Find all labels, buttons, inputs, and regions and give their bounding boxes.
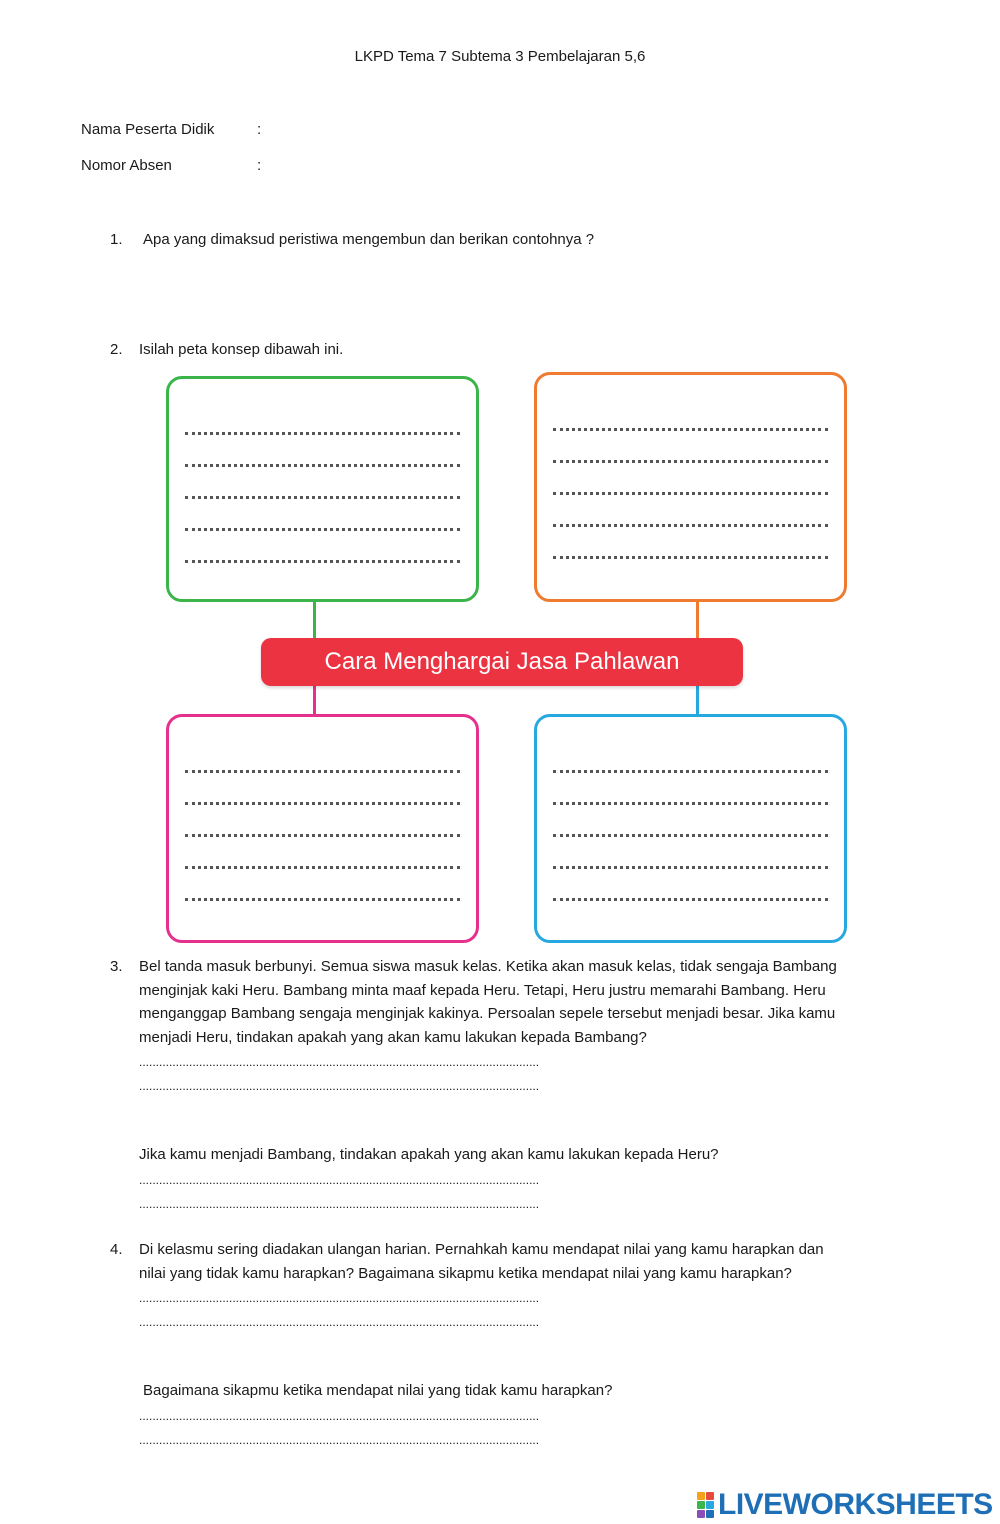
answer-line[interactable] — [553, 834, 828, 837]
answer-line[interactable] — [553, 802, 828, 805]
student-name-label: Nama Peserta Didik — [81, 121, 215, 138]
concept-box-magenta[interactable] — [166, 714, 479, 943]
answer-line[interactable] — [185, 464, 460, 467]
answer-line[interactable] — [185, 898, 460, 901]
answer-line[interactable] — [185, 770, 460, 773]
question-4-followup: Bagaimana sikapmu ketika mendapat nilai yang tidak kamu harapkan? — [143, 1382, 613, 1399]
connector-orange — [696, 600, 699, 638]
concept-box-orange[interactable] — [534, 372, 847, 602]
answer-dots[interactable]: ........................................................................................................................ — [139, 1434, 540, 1446]
answer-dots[interactable]: ........................................................................................................................ — [139, 1410, 540, 1422]
worksheet-title: LKPD Tema 7 Subtema 3 Pembelajaran 5,6 — [354, 48, 646, 65]
answer-line[interactable] — [185, 528, 460, 531]
student-number-colon: : — [257, 157, 262, 174]
liveworksheets-logo-icon — [697, 1492, 714, 1518]
question-2-text: Isilah peta konsep dibawah ini. — [139, 341, 344, 358]
question-4-number: 4. — [110, 1241, 123, 1258]
answer-line[interactable] — [553, 492, 828, 495]
question-4-line: Di kelasmu sering diadakan ulangan harian. Pernahkah kamu mendapat nilai yang kamu harapkan dan — [139, 1241, 824, 1258]
concept-box-green[interactable] — [166, 376, 479, 602]
question-1-text: Apa yang dimaksud peristiwa mengembun dan berikan contohnya ? — [143, 231, 595, 248]
liveworksheets-brand: LIVEWORKSHEETS — [718, 1488, 993, 1521]
answer-line[interactable] — [553, 556, 828, 559]
answer-dots[interactable]: ........................................................................................................................ — [139, 1316, 540, 1328]
answer-dots[interactable]: ........................................................................................................................ — [139, 1174, 540, 1186]
answer-line[interactable] — [553, 898, 828, 901]
concept-map-center-label: Cara Menghargai Jasa Pahlawan — [261, 638, 743, 686]
student-number-label: Nomor Absen — [81, 157, 172, 174]
answer-line[interactable] — [185, 496, 460, 499]
question-4-line: nilai yang tidak kamu harapkan? Bagaimana sikapmu ketika mendapat nilai yang kamu harapkan? — [139, 1265, 792, 1282]
answer-dots[interactable]: ........................................................................................................................ — [139, 1198, 540, 1210]
question-3-line: menjadi Heru, tindakan apakah yang akan kamu lakukan kepada Bambang? — [139, 1029, 647, 1046]
connector-magenta — [313, 686, 316, 716]
question-2-number: 2. — [110, 341, 123, 358]
concept-box-blue[interactable] — [534, 714, 847, 943]
answer-line[interactable] — [185, 834, 460, 837]
connector-green — [313, 600, 316, 638]
answer-dots[interactable]: ........................................................................................................................ — [139, 1292, 540, 1304]
answer-line[interactable] — [553, 770, 828, 773]
question-3-line: menganggap Bambang sengaja menginjak kakinya. Persoalan sepele tersebut menjadi besar. Jika kamu — [139, 1005, 836, 1022]
answer-line[interactable] — [185, 802, 460, 805]
question-1-number: 1. — [110, 231, 123, 248]
answer-line[interactable] — [553, 524, 828, 527]
answer-line[interactable] — [185, 560, 460, 563]
answer-line[interactable] — [185, 866, 460, 869]
question-3-line: menginjak kaki Heru. Bambang minta maaf kepada Heru. Tetapi, Heru justru memarahi Bambang. Heru — [139, 982, 826, 999]
answer-dots[interactable]: ........................................................................................................................ — [139, 1056, 540, 1068]
question-3-followup: Jika kamu menjadi Bambang, tindakan apakah yang akan kamu lakukan kepada Heru? — [139, 1146, 719, 1163]
answer-line[interactable] — [553, 428, 828, 431]
answer-dots[interactable]: ........................................................................................................................ — [139, 1080, 540, 1092]
answer-line[interactable] — [185, 432, 460, 435]
answer-line[interactable] — [553, 460, 828, 463]
question-3-number: 3. — [110, 958, 123, 975]
answer-line[interactable] — [553, 866, 828, 869]
connector-blue — [696, 686, 699, 716]
liveworksheets-logo — [697, 1488, 993, 1522]
student-name-colon: : — [257, 121, 262, 138]
question-3-line: Bel tanda masuk berbunyi. Semua siswa masuk kelas. Ketika akan masuk kelas, tidak sengaja Bambang — [139, 958, 837, 975]
